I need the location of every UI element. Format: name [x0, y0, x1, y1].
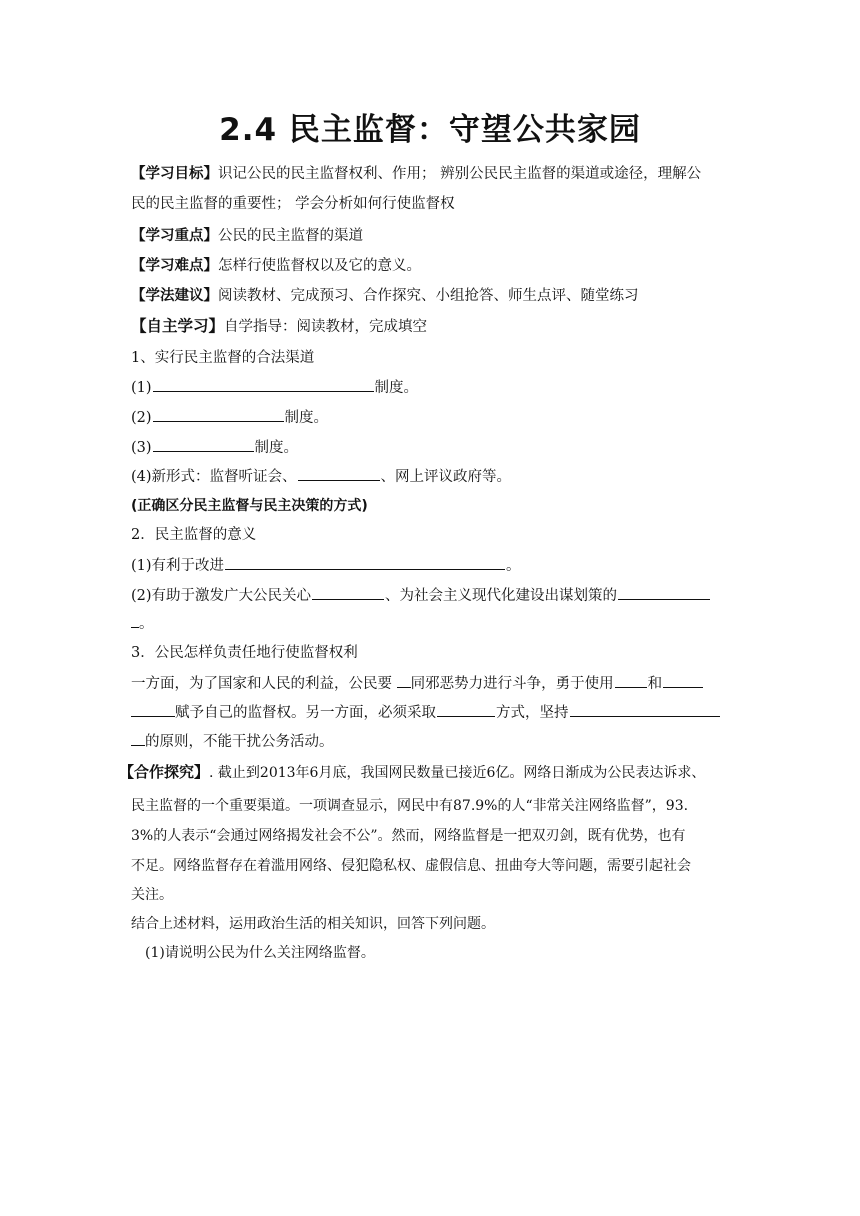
blank-line[interactable] [312, 585, 384, 600]
item-prefix: (1) [131, 380, 152, 396]
item-prefix: (4)新形式：监督听证会、 [131, 469, 297, 485]
cooperation-line-5: 关注。 [131, 887, 173, 903]
difficulty-label: 【学习难点】 [131, 258, 218, 274]
objectives-text-1: 识记公民的民主监督权利、作用； 辨别公民民主监督的渠道或途径，理解公 [218, 166, 702, 182]
method [131, 286, 733, 306]
item-prefix: (3) [131, 440, 152, 456]
blank-line[interactable] [131, 702, 175, 717]
text: 方式，坚持 [496, 705, 569, 721]
cooperation-line-6: 结合上述材料，运用政治生活的相关知识，回答下列问题。 [131, 916, 495, 932]
section2-heading: 2．民主监督的意义 [131, 527, 257, 543]
blank-line[interactable] [615, 673, 647, 688]
blank-line[interactable] [437, 702, 495, 717]
item-prefix: (2)有助于激发广大公民关心 [131, 588, 312, 604]
cooperation-line-1 [119, 762, 739, 783]
cooperation-line-3: 3%的人表示“会通过网络揭发社会不公”。然而，网络监督是一把双刃剑，既有优势，也有 [131, 828, 686, 844]
difficulty-text: 怎样行使监督权以及它的意义。 [218, 258, 421, 274]
section2-item2-cont [131, 613, 733, 634]
section3-line1 [131, 673, 733, 694]
section1-item1 [131, 377, 733, 398]
section3-line3 [131, 731, 733, 752]
self-study-text: 自学指导：阅读教材，完成填空 [224, 319, 428, 335]
objectives-line-2 [131, 194, 733, 214]
blank-line[interactable] [131, 731, 145, 746]
text: 赋予自己的监督权。另一方面，必须采取 [175, 705, 436, 721]
text: 同邪恶势力进行斗争，勇于使用 [410, 676, 614, 692]
cooperation-question-1: (1)请说明公民为什么关注网络监督。 [145, 945, 375, 961]
section1-heading: 1、实行民主监督的合法渠道 [131, 350, 315, 366]
item-suffix: 制度。 [254, 440, 299, 456]
blank-line[interactable] [298, 466, 380, 481]
note: (正确区分民主监督与民主决策的方式) [131, 498, 368, 514]
item-prefix: (1)有利于改进 [131, 558, 225, 574]
text: 的原则，不能干扰公务活动。 [145, 734, 334, 750]
item-mid: 、为社会主义现代化建设出谋划策的 [385, 588, 618, 604]
section3-heading: 3．公民怎样负责任地行使监督权利 [131, 645, 358, 661]
objectives-text-2: 民的民主监督的重要性； 学会分析如何行使监督权 [131, 196, 455, 212]
blank-line[interactable] [131, 613, 139, 628]
blank-line[interactable] [153, 377, 374, 392]
blank-line[interactable] [153, 437, 254, 452]
text: . 截止到2013年6月底，我国网民数量已接近6亿。网络日渐成为公民表达诉求、 [209, 765, 706, 781]
section1-item3 [131, 437, 733, 458]
objectives-line-1 [131, 164, 733, 184]
key-point-label: 【学习重点】 [131, 228, 218, 244]
item-suffix: 制度。 [374, 380, 419, 396]
key-point-text: 公民的民主监督的渠道 [218, 228, 363, 244]
objectives-label: 【学习目标】 [131, 166, 218, 182]
section2-item1 [131, 555, 733, 576]
text: 和 [647, 676, 663, 692]
item-suffix: 。 [506, 558, 521, 574]
blank-line[interactable] [570, 702, 720, 717]
key-point [131, 226, 733, 246]
cooperation-line-2: 民主监督的一个重要渠道。一项调查显示，网民中有87.9%的人“非常关注网络监督”，93. [131, 798, 689, 814]
blank-line[interactable] [618, 585, 710, 600]
section2-item2 [131, 585, 733, 606]
method-label: 【学法建议】 [131, 288, 218, 304]
page-title: 2.4 民主监督：守望公共家园 [219, 112, 641, 148]
cooperation-line-4: 不足。网络监督存在着滥用网络、侵犯隐私权、虚假信息、扭曲夸大等问题，需要引起社会 [131, 858, 691, 874]
difficulty [131, 256, 733, 276]
section3-line2 [131, 702, 733, 723]
item-prefix: (2) [131, 410, 152, 426]
section1-item4 [131, 466, 733, 487]
item-suffix: 、网上评议政府等。 [380, 469, 512, 485]
blank-line[interactable] [153, 407, 284, 422]
blank-line[interactable] [397, 673, 411, 688]
item-end: 。 [139, 616, 154, 632]
self-study [131, 316, 733, 337]
self-study-label: 【自主学习】 [131, 317, 225, 335]
blank-line[interactable] [663, 673, 703, 688]
section1-item2 [131, 407, 733, 428]
item-suffix: 制度。 [284, 410, 329, 426]
method-text: 阅读教材、完成预习、合作探究、小组抢答、师生点评、随堂练习 [218, 288, 639, 304]
text: 一方面，为了国家和人民的利益，公民要 [131, 676, 397, 692]
cooperation-label: 【合作探究】 [119, 763, 210, 781]
blank-line[interactable] [225, 555, 505, 570]
